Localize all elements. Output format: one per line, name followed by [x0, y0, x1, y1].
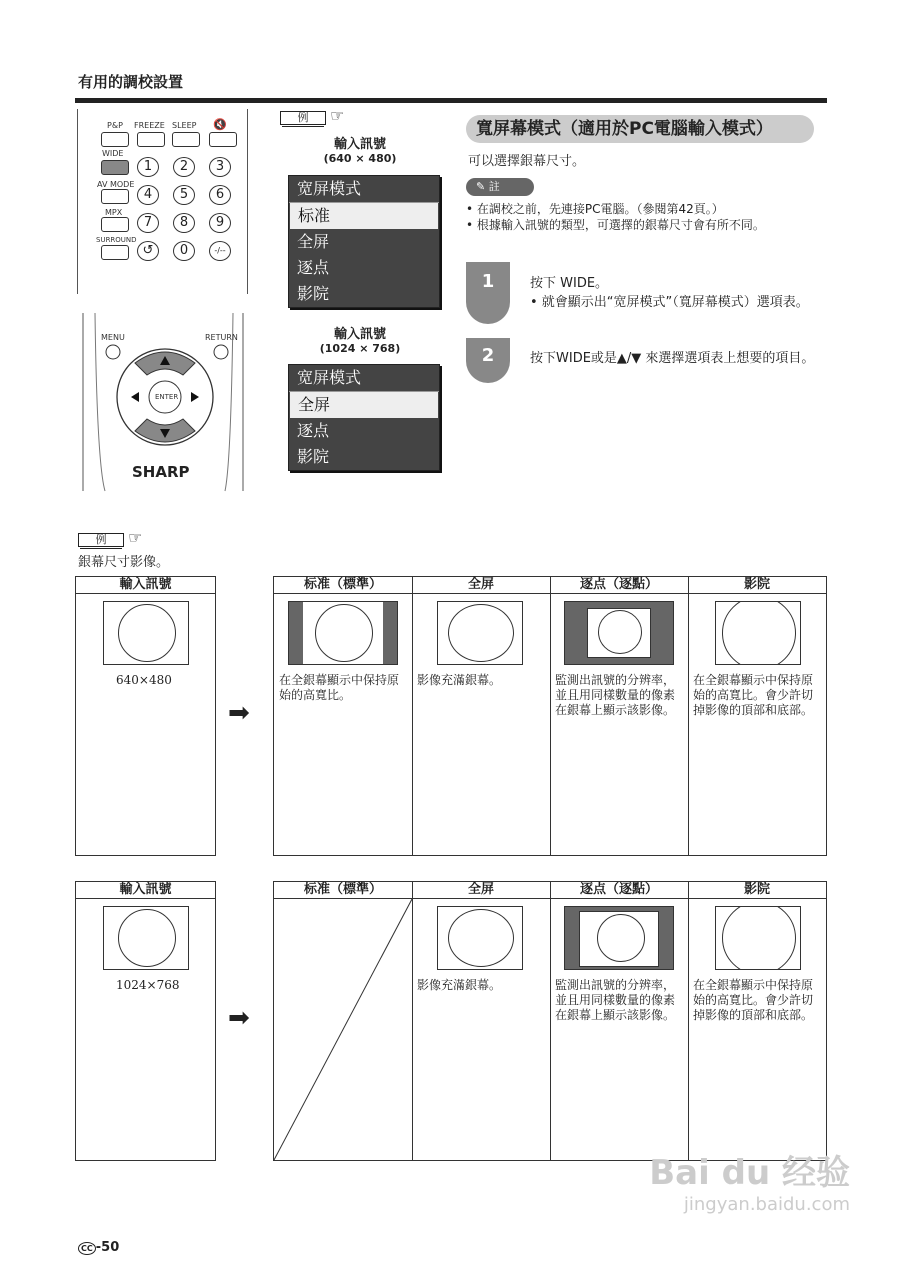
screen-cinema — [715, 601, 801, 665]
return-label: RETURN — [205, 333, 238, 342]
table1-col-dot: 逐点（逐點） — [550, 577, 688, 594]
table1-desc-cinema: 在全銀幕顯示中保持原始的高寬比。會少許切掉影像的頂部和底部。 — [693, 673, 814, 717]
menu1-signal-label: 輸入訊號 (640 × 480) — [285, 133, 435, 165]
screen-full — [437, 601, 523, 665]
num-key-3: 3 — [209, 157, 231, 177]
mpx-key — [101, 217, 129, 232]
page-header-title: 有用的調校設置 — [78, 73, 184, 91]
enter-label: ENTER — [155, 393, 179, 401]
pointing-hand-icon: ☞ — [128, 528, 143, 547]
menu2-item-dot-by-dot[interactable]: 逐点 — [297, 421, 330, 440]
freeze-label: FREEZE — [134, 121, 165, 130]
table1-col-cinema: 影院 — [688, 577, 826, 594]
mpx-label: MPX — [105, 208, 123, 217]
menu2-item-full[interactable]: 全屏 — [290, 392, 438, 418]
step-1-badge: 1 — [466, 262, 510, 324]
screen-dot-by-dot — [564, 601, 674, 665]
cc-icon: CC — [78, 1242, 96, 1255]
table2-modes-panel — [273, 881, 827, 1161]
step-1-bullet: • 就會顯示出“宽屏模式”（寬屏幕模式）選項表。 — [530, 295, 809, 310]
menu1-title: 宽屏模式 — [289, 176, 439, 203]
watermark-brand: Bai du 经验 — [649, 1153, 850, 1193]
num-key-1: 1 — [137, 157, 159, 177]
table2-desc-full: 影像充滿銀幕。 — [417, 978, 502, 992]
freeze-key — [137, 132, 165, 147]
table2-col-cinema: 影院 — [688, 882, 826, 899]
wide-mode-menu-1024 — [288, 364, 440, 471]
mute-key — [209, 132, 237, 147]
table2-desc-dot: 監測出訊號的分辨率，並且用同樣數量的像素在銀幕上顯示該影像。 — [555, 978, 676, 1022]
num-key-7: 7 — [137, 213, 159, 233]
example-tag-1: 例 — [280, 111, 326, 125]
note-item: • 根據輸入訊號的類型，可選擇的銀幕尺寸會有所不同。 — [466, 218, 765, 232]
menu2-signal-value: (1024 × 768) — [319, 342, 401, 355]
step-2-text: 按下WIDE或是▲/▼ 來選擇選項表上想要的項目。 — [530, 351, 815, 366]
pp-label: P&P — [107, 121, 123, 130]
page-number: CC -50 — [78, 1240, 119, 1255]
arrow-right-icon: ➡ — [228, 1003, 250, 1033]
surround-key — [101, 245, 129, 260]
remote-bottom-illustration — [75, 313, 250, 493]
table1-desc-full: 影像充滿銀幕。 — [417, 673, 502, 687]
menu-label: MENU — [101, 333, 125, 342]
surround-label: SURROUND — [96, 236, 137, 244]
wide-mode-menu-640 — [288, 175, 440, 308]
header-rule — [75, 98, 827, 103]
table1-input-panel — [75, 576, 216, 856]
table1-input-header: 輸入訊號 — [76, 577, 215, 594]
table2-col-standard: 标准（標準） — [274, 882, 412, 899]
notes-list — [466, 201, 826, 233]
num-key-6: 6 — [209, 185, 231, 205]
table1-input-value: 640×480 — [116, 673, 172, 687]
flashback-key: ↺ — [137, 241, 159, 261]
section-subtitle: 可以選擇銀幕尺寸。 — [468, 154, 586, 169]
not-available-slash — [274, 899, 412, 1160]
screen-input-1024 — [103, 906, 189, 970]
remote-top-illustration — [75, 109, 250, 294]
table2-desc-cinema: 在全銀幕顯示中保持原始的高寬比。會少許切掉影像的頂部和底部。 — [693, 978, 814, 1022]
table1-col-standard: 标准（標準） — [274, 577, 412, 594]
step-2-badge: 2 — [466, 338, 510, 383]
screen-input-640 — [103, 601, 189, 665]
num-key-9: 9 — [209, 213, 231, 233]
menu1-item-standard[interactable]: 标准 — [290, 203, 438, 229]
num-key-5: 5 — [173, 185, 195, 205]
menu1-item-dot-by-dot[interactable]: 逐点 — [297, 258, 330, 277]
wide-key — [101, 160, 129, 175]
menu2-signal-label: 輸入訊號 (1024 × 768) — [285, 323, 435, 355]
avmode-label: AV MODE — [97, 180, 135, 189]
num-key-8: 8 — [173, 213, 195, 233]
pp-key — [101, 132, 129, 147]
table2-input-header: 輸入訊號 — [76, 882, 215, 899]
dash-key: -/-- — [209, 241, 231, 261]
table1-desc-dot: 監測出訊號的分辨率，並且用同樣數量的像素在銀幕上顯示該影像。 — [555, 673, 676, 717]
baidu-watermark — [649, 1145, 850, 1215]
note-item: • 在調校之前，先連接PC電腦。（參閱第42頁。） — [466, 202, 724, 216]
screen-full — [437, 906, 523, 970]
num-key-4: 4 — [137, 185, 159, 205]
sharp-logo: SHARP — [132, 463, 190, 481]
screen-dot-by-dot — [564, 906, 674, 970]
sleep-label: SLEEP — [172, 121, 197, 130]
example-tag-2: 例 — [78, 533, 124, 547]
menu1-signal-value: (640 × 480) — [323, 152, 397, 165]
example2-caption: 銀幕尺寸影像。 — [78, 555, 170, 570]
table2-input-value: 1024×768 — [116, 978, 180, 992]
table2-col-dot: 逐点（逐點） — [550, 882, 688, 899]
mute-icon: 🔇 — [213, 118, 227, 131]
pointing-hand-icon: ☞ — [330, 106, 345, 125]
screen-standard — [288, 601, 398, 665]
table1-modes-panel — [273, 576, 827, 856]
table2-col-full: 全屏 — [412, 882, 550, 899]
arrow-right-icon: ➡ — [228, 698, 250, 728]
wide-label: WIDE — [102, 149, 124, 158]
menu2-title: 宽屏模式 — [289, 365, 439, 392]
table2-input-panel — [75, 881, 216, 1161]
menu2-item-cinema[interactable]: 影院 — [297, 447, 330, 466]
screen-cinema — [715, 906, 801, 970]
step-1-text: 按下 WIDE。 • 就會顯示出“宽屏模式”（寬屏幕模式）選項表。 — [530, 276, 828, 310]
num-key-0: 0 — [173, 241, 195, 261]
watermark-url: jingyan.baidu.com — [683, 1194, 850, 1215]
num-key-2: 2 — [173, 157, 195, 177]
menu1-item-full[interactable]: 全屏 — [297, 232, 330, 251]
note-badge: ✎ 註 — [466, 178, 534, 196]
avmode-key — [101, 189, 129, 204]
menu1-item-cinema[interactable]: 影院 — [297, 284, 330, 303]
table1-desc-standard: 在全銀幕顯示中保持原始的高寬比。 — [279, 673, 400, 702]
section-title: 寬屏幕模式（適用於PC電腦輸入模式） — [466, 115, 814, 143]
sleep-key — [172, 132, 200, 147]
table1-col-full: 全屏 — [412, 577, 550, 594]
